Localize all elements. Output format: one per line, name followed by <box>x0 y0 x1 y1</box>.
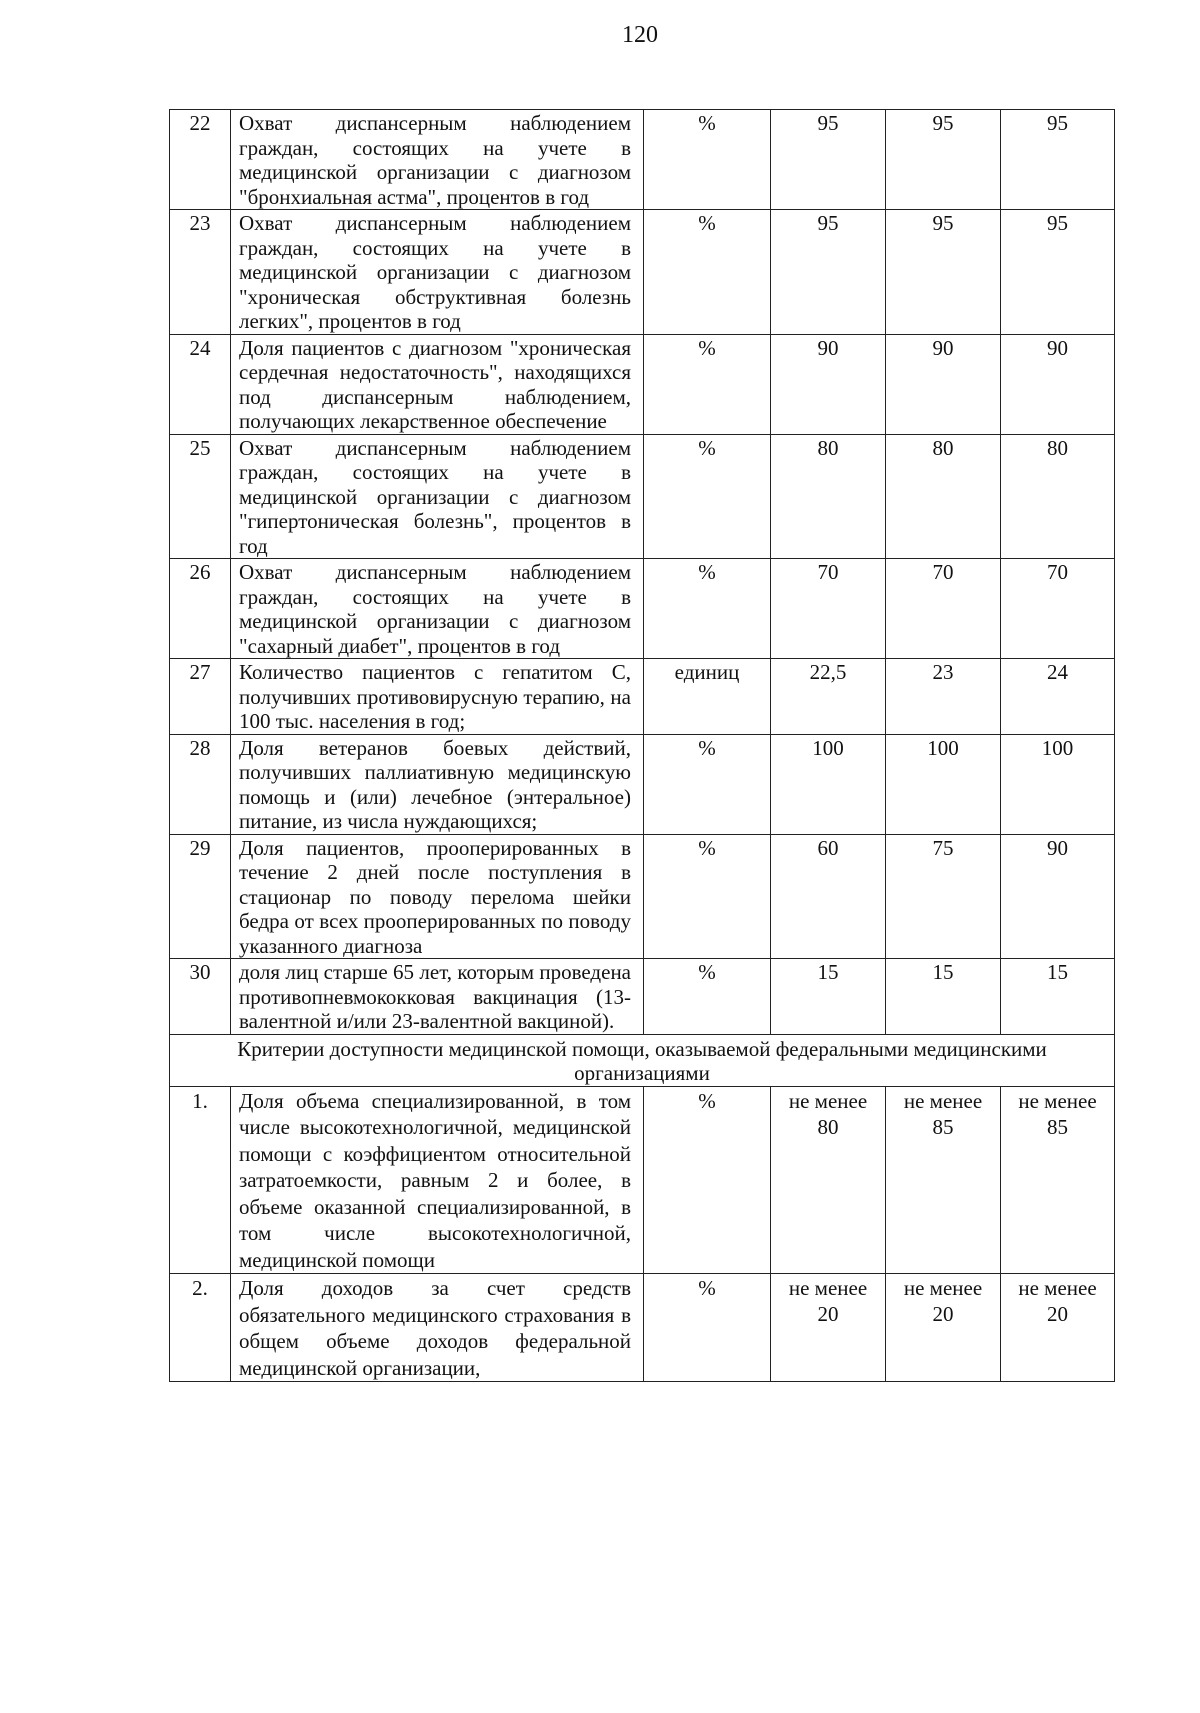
unit-cell: % <box>644 559 771 659</box>
min-value: 85 <box>1047 1114 1068 1139</box>
value-year-1: 95 <box>771 110 886 210</box>
indicator-description: Доля доходов за счет средств обязательного медицинского страхования в общем объеме доходов федеральной медицинской организации, <box>231 1274 644 1382</box>
table-row <box>170 734 1115 834</box>
min-value: 20 <box>932 1302 954 1326</box>
unit-cell: % <box>644 1274 771 1382</box>
value-year-1: 70 <box>771 559 886 659</box>
value-year-1: 80 <box>771 434 886 559</box>
row-number: 24 <box>170 334 231 434</box>
indicator-description: Доля пациентов, прооперированных в течение 2 дней после поступления в стационар по поводу перелома шейки бедра от всех прооперированных по поводу указанного диагноза <box>231 834 644 959</box>
unit-cell: % <box>644 959 771 1035</box>
row-number: 26 <box>170 559 231 659</box>
value-year-2: 70 <box>886 559 1001 659</box>
value-year-2 <box>886 1274 1001 1382</box>
table-row <box>170 959 1115 1035</box>
value-year-2: 95 <box>886 210 1001 335</box>
value-year-1: 90 <box>771 334 886 434</box>
indicator-description: Охват диспансерным наблюдением граждан, состоящих на учете в медицинской организации с диагнозом "сахарный диабет", процентов в год <box>231 559 644 659</box>
value-year-3: 24 <box>1001 659 1115 735</box>
indicator-description: Доля ветеранов боевых действий, получивших паллиативную медицинскую помощь и (или) лечебное (энтеральное) питание, из числа нуждающихся; <box>231 734 644 834</box>
table-row <box>170 1274 1115 1382</box>
table-row <box>170 110 1115 210</box>
value-year-3 <box>1001 1086 1115 1274</box>
section-header-row <box>170 1034 1115 1086</box>
unit-cell: % <box>644 210 771 335</box>
indicator-description: доля лиц старше 65 лет, которым проведена противопневмококковая вакцинация (13-валентной и/или 23-валентной вакциной). <box>231 959 644 1035</box>
value-year-1: 60 <box>771 834 886 959</box>
row-number: 22 <box>170 110 231 210</box>
table-row <box>170 434 1115 559</box>
min-label: не менее <box>1018 1088 1097 1113</box>
page-number: 120 <box>622 22 658 48</box>
value-year-2: 90 <box>886 334 1001 434</box>
table-row <box>170 834 1115 959</box>
section-header: Критерии доступности медицинской помощи, оказываемой федеральными медицинскими организациями <box>170 1034 1115 1086</box>
row-number: 2. <box>170 1274 231 1382</box>
value-year-1 <box>771 1086 886 1274</box>
value-year-3: 90 <box>1001 834 1115 959</box>
value-year-3: 95 <box>1001 110 1115 210</box>
unit-cell: % <box>644 834 771 959</box>
value-year-2: 75 <box>886 834 1001 959</box>
min-value: 20 <box>817 1302 839 1326</box>
unit-cell: % <box>644 110 771 210</box>
unit-cell: % <box>644 434 771 559</box>
value-year-3: 80 <box>1001 434 1115 559</box>
unit-cell: % <box>644 334 771 434</box>
min-label: не менее <box>1018 1276 1097 1300</box>
min-value: 80 <box>817 1114 839 1139</box>
row-number: 28 <box>170 734 231 834</box>
criteria-table <box>169 109 1115 1382</box>
unit-cell: % <box>644 734 771 834</box>
row-number: 27 <box>170 659 231 735</box>
min-label: не менее <box>788 1276 868 1300</box>
value-year-1: 100 <box>771 734 886 834</box>
table-row <box>170 210 1115 335</box>
value-year-1: 15 <box>771 959 886 1035</box>
indicator-description: Доля пациентов с диагнозом "хроническая сердечная недостаточность", находящихся под диспансерным наблюдением, получающих лекарственное обеспечение <box>231 334 644 434</box>
min-label: не менее <box>903 1088 983 1113</box>
indicator-description: Охват диспансерным наблюдением граждан, состоящих на учете в медицинской организации с диагнозом "гипертоническая болезнь", процентов в год <box>231 434 644 559</box>
value-year-3: 90 <box>1001 334 1115 434</box>
min-value: 20 <box>1047 1302 1068 1326</box>
table-row <box>170 559 1115 659</box>
unit-cell: % <box>644 1086 771 1274</box>
table-row <box>170 659 1115 735</box>
value-year-1: 22,5 <box>771 659 886 735</box>
indicator-description: Количество пациентов с гепатитом С, получивших противовирусную терапию, на 100 тыс. населения в год; <box>231 659 644 735</box>
indicator-description: Охват диспансерным наблюдением граждан, состоящих на учете в медицинской организации с диагнозом "бронхиальная астма", процентов в год <box>231 110 644 210</box>
value-year-3: 70 <box>1001 559 1115 659</box>
indicator-description: Доля объема специализированной, в том числе высокотехнологичной, медицинской помощи с коэффициентом относительной затратоемкости, равным 2 и более, в объеме оказанной специализированной, в том числе высокотехнологичной, медицинской помощи <box>231 1086 644 1274</box>
min-label: не менее <box>788 1088 868 1113</box>
value-year-1: 95 <box>771 210 886 335</box>
value-year-2: 15 <box>886 959 1001 1035</box>
row-number: 30 <box>170 959 231 1035</box>
value-year-3: 15 <box>1001 959 1115 1035</box>
value-year-2 <box>886 1086 1001 1274</box>
min-label: не менее <box>903 1276 983 1300</box>
row-number: 23 <box>170 210 231 335</box>
value-year-3: 95 <box>1001 210 1115 335</box>
table-row <box>170 1086 1115 1274</box>
value-year-3: 100 <box>1001 734 1115 834</box>
row-number: 1. <box>170 1086 231 1274</box>
min-value: 85 <box>932 1114 954 1139</box>
value-year-1 <box>771 1274 886 1382</box>
indicator-description: Охват диспансерным наблюдением граждан, состоящих на учете в медицинской организации с диагнозом "хроническая обструктивная болезнь легких", процентов в год <box>231 210 644 335</box>
table-row <box>170 334 1115 434</box>
row-number: 25 <box>170 434 231 559</box>
value-year-2: 95 <box>886 110 1001 210</box>
value-year-3 <box>1001 1274 1115 1382</box>
unit-cell: единиц <box>644 659 771 735</box>
value-year-2: 100 <box>886 734 1001 834</box>
value-year-2: 23 <box>886 659 1001 735</box>
value-year-2: 80 <box>886 434 1001 559</box>
row-number: 29 <box>170 834 231 959</box>
